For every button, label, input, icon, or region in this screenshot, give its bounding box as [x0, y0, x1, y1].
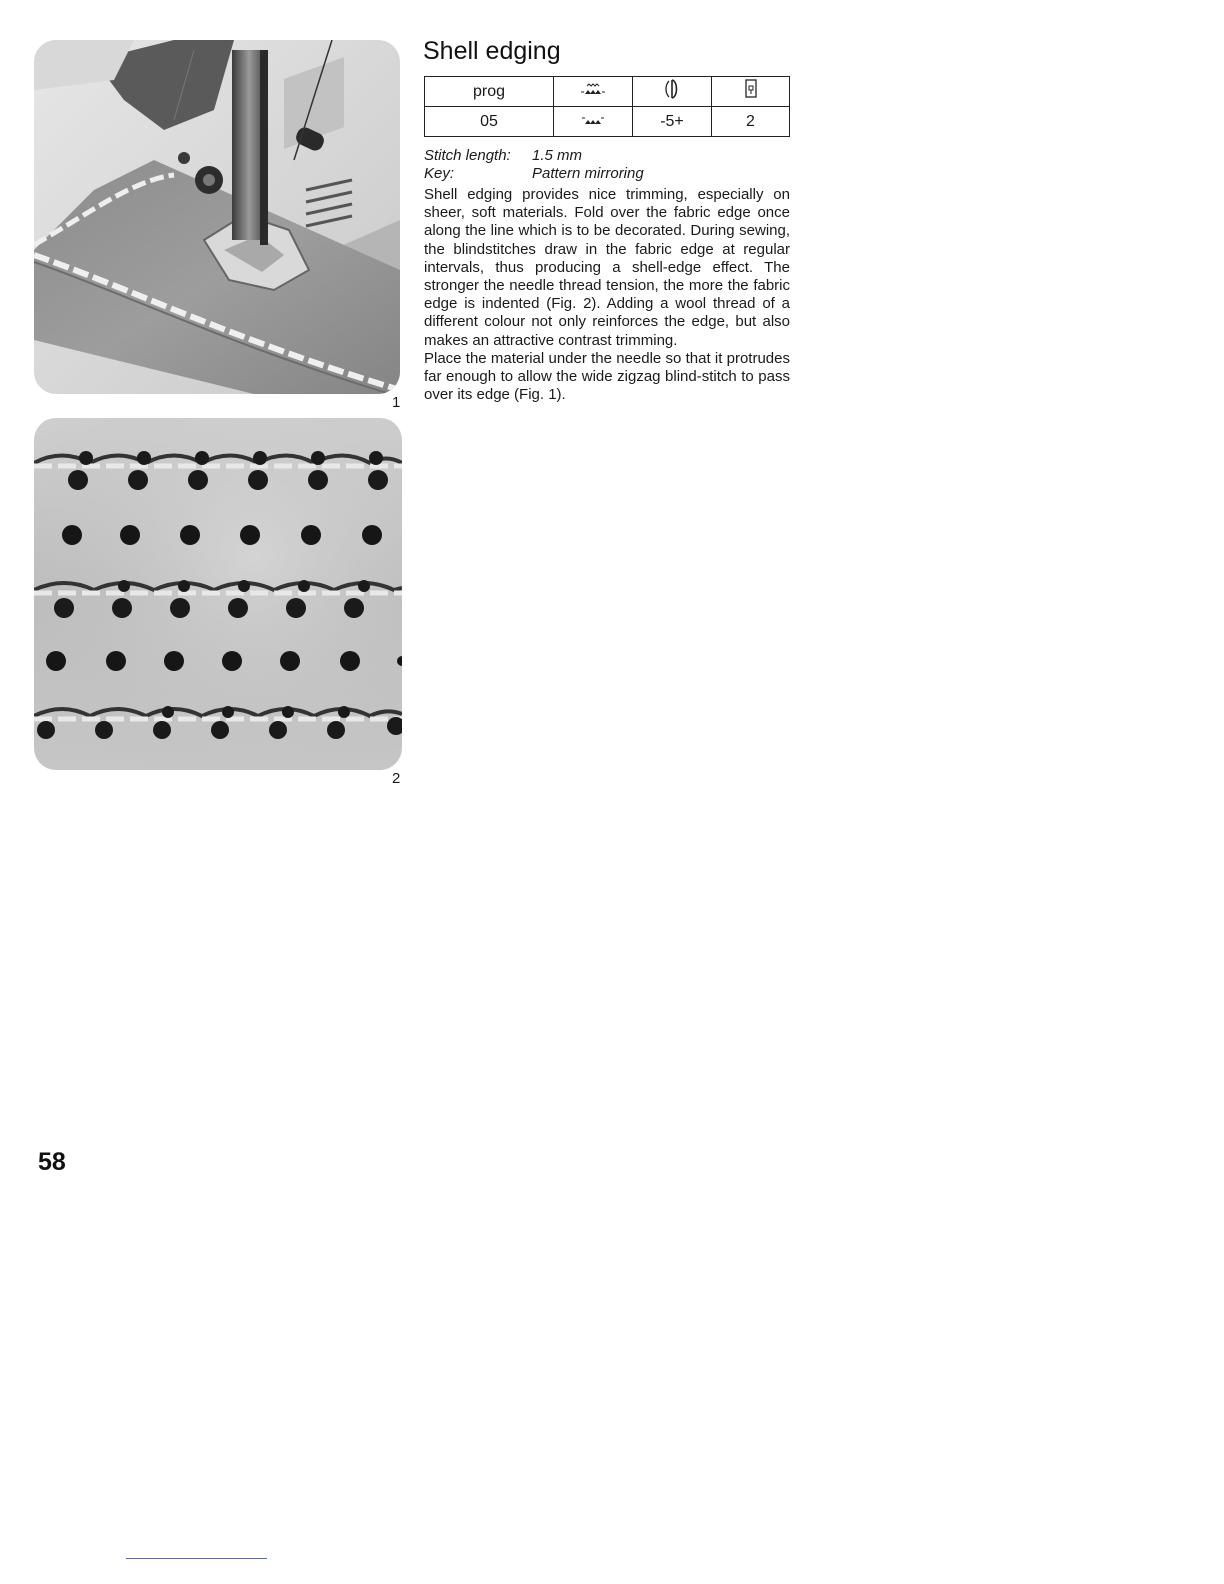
thread-tension-cell [633, 77, 712, 107]
thread-tension-icon [663, 78, 681, 100]
footer-divider [126, 1558, 267, 1559]
figure-1-photo [34, 40, 400, 394]
stitch-pattern-icon [579, 82, 607, 96]
stitch-length-line [424, 147, 582, 164]
tension-value-cell: -5+ [633, 107, 712, 137]
page-number: 58 [38, 1148, 66, 1176]
foot-value-cell: 2 [712, 107, 790, 137]
page-title: Shell edging [423, 37, 561, 65]
presser-foot-icon [744, 78, 758, 100]
program-label-cell: prog [425, 77, 554, 107]
mirrored-stitch-pattern-icon [579, 116, 607, 126]
key-line [424, 165, 644, 182]
instructions-text [424, 186, 790, 404]
key-label: Key: [424, 165, 455, 182]
stitch-length-label: Stitch length: [424, 147, 511, 164]
program-number-cell: 05 [425, 107, 554, 137]
figure-2-photo [34, 418, 402, 770]
settings-header-row [425, 77, 790, 107]
stitch-length-value: 1.5 mm [532, 147, 583, 164]
instruction-paragraph: Place the material under the needle so that it protrudes far enough to allow the wide zigzag blind-stitch to pass over its edge (Fig. 1). [424, 349, 790, 404]
sewing-machine-presser-foot-photo-icon [34, 40, 400, 394]
figure-2-number: 2 [392, 770, 401, 787]
shell-edged-polka-dot-fabric-photo-icon [34, 418, 402, 770]
key-value: Pattern mirroring [532, 165, 644, 182]
presser-foot-cell [712, 77, 790, 107]
instruction-paragraph: Shell edging provides nice trimming, especially on sheer, soft materials. Fold over the fabric edge once along the line which is to be decorated. During sewing, the blindstitches draw in the fabric edge at regular intervals, thus producing a shell-edge effect. The stronger the needle thread tension, the more the fabric edge is indented (Fig. 2). Adding a wool thread of a different colour not only reinforces the edge, but also makes an attractive contrast trimming. [424, 186, 790, 349]
mirrored-stitch-cell [554, 107, 633, 137]
settings-table [424, 76, 790, 137]
settings-value-row [425, 107, 790, 137]
stitch-pattern-cell [554, 77, 633, 107]
figure-1-number: 1 [392, 394, 401, 411]
